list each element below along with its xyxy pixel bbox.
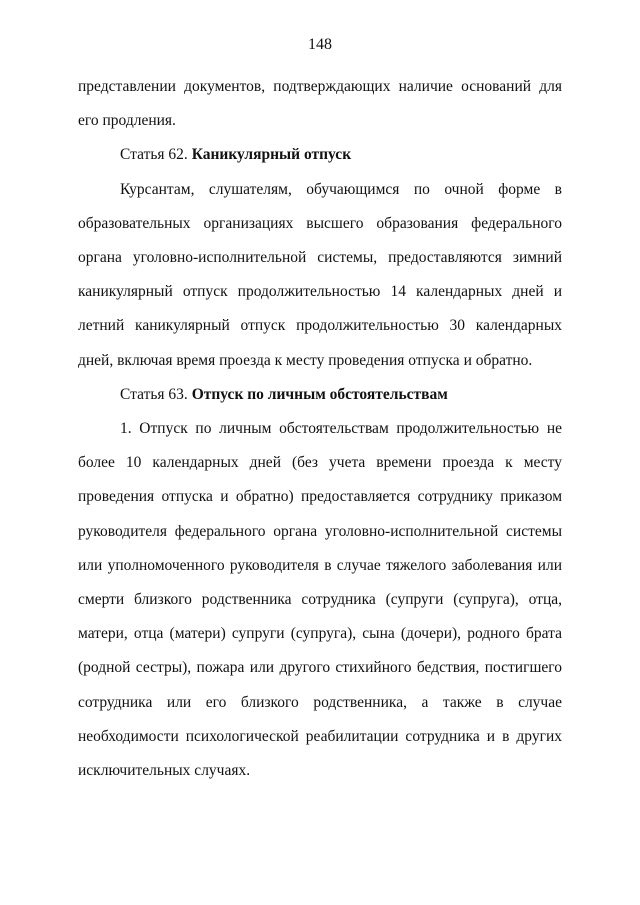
article-63-title: Отпуск по личным обстоятельствам — [191, 385, 448, 403]
article-63-heading — [78, 378, 562, 412]
article-62-heading — [78, 138, 562, 172]
article-63-label: Статья 63. — [120, 385, 188, 403]
article-62-label: Статья 62. — [120, 146, 188, 164]
document-body — [78, 70, 562, 788]
article-62-title: Каникулярный отпуск — [191, 146, 352, 164]
article-62-text: Курсантам, слушателям, обучающимся по очной форме в образовательных организациях высшего образования федерального органа уголовно-исполнительной системы, предоставляются зимний каникулярный отпуск продолжительностью 14 календарных дней и летний каникулярный отпуск продолжительностью 30 календарных дней, включая время проезда к месту проведения отпуска и обратно. — [78, 180, 562, 369]
article-63-clause-1: 1. Отпуск по личным обстоятельствам продолжительностью не более 10 календарных дней (без учета времени проезда к месту проведения отпуска и обратно) предоставляется сотруднику приказом руководителя федерального органа уголовно-исполнительной системы или уполномоченного руководителя в случае тяжелого заболевания или смерти близкого родственника сотрудника (супруги (супруга), отца, матери, отца (матери) супруги (супруга), сына (дочери), родного брата (родной сестры), пожара или другого стихийного бедствия, постигшего сотрудника или его близкого родственника, а также в случае необходимости психологической реабилитации сотрудника и в других исключительных случаях. — [78, 420, 562, 780]
page-number: 148 — [308, 36, 332, 53]
paragraph-continuation: представлении документов, подтверждающих наличие оснований для его продления. — [78, 78, 562, 130]
